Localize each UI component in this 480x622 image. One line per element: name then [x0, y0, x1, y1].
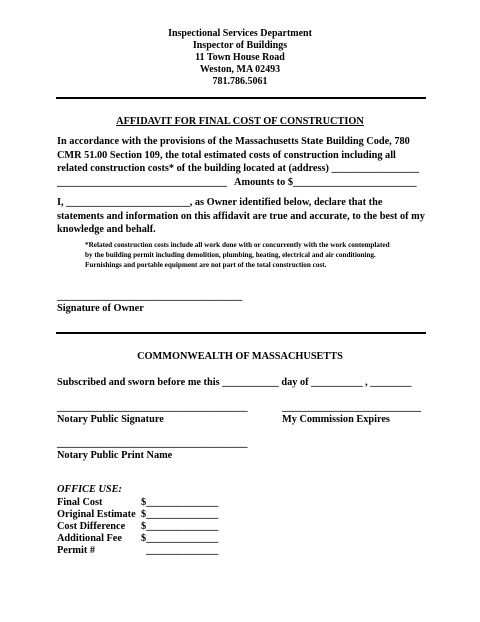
owner-name-line: I, ________________________, as Owner identified below, declare that the — [57, 197, 383, 208]
footnote-line: *Related construction costs include all work done with or concurrently with the work contemplated — [85, 241, 390, 249]
amount-line: _________________________________ Amounts to $________________________ — [57, 176, 417, 188]
city-state-zip: Weston, MA 02493 — [199, 64, 281, 75]
cost-statement-line: In accordance with the provisions of the Massachusetts State Building Code, 780 — [57, 136, 410, 147]
office-use-label: Original Estimate — [57, 509, 136, 520]
owner-signature-field[interactable]: ____________________________________ — [57, 291, 243, 302]
declaration-line: knowledge and behalf. — [57, 224, 156, 235]
affidavit-title: AFFIDAVIT FOR FINAL COST OF CONSTRUCTION — [116, 116, 364, 127]
section-divider — [56, 332, 426, 334]
notary-print-name-label: Notary Public Print Name — [57, 450, 173, 461]
notary-signature-field[interactable]: _____________________________________ — [57, 402, 248, 413]
cost-statement-line: CMR 51.00 Section 109, the total estimated costs of construction including all — [57, 149, 396, 161]
sworn-date-line[interactable]: Subscribed and sworn before me this ___________ day of __________ , ________ — [57, 377, 412, 388]
phone-number: 781.786.5061 — [212, 76, 268, 87]
notary-print-name-field[interactable]: _____________________________________ — [57, 438, 248, 449]
footnote-line: by the building permit including demolition, plumbing, heating, electrical and air conditioning. — [85, 251, 376, 259]
office-use-label: Permit # — [57, 545, 96, 556]
office-use-label: Final Cost — [57, 497, 103, 508]
declaration-line: statements and information on this affidavit are true and accurate, to the best of my — [57, 210, 425, 222]
address-line: related construction costs* of the building located at (address) _________________ — [57, 163, 420, 174]
office-use-field[interactable]: $______________ — [141, 533, 219, 544]
office-use-field[interactable]: $______________ — [141, 521, 219, 532]
office-use-label: Cost Difference — [57, 521, 126, 532]
commonwealth-heading: COMMONWEALTH OF MASSACHUSETTS — [137, 351, 343, 362]
office-title: Inspector of Buildings — [192, 40, 288, 51]
commission-expires-field[interactable]: ___________________________ — [282, 402, 422, 413]
department-name: Inspectional Services Department — [168, 28, 312, 39]
office-use-label: Additional Fee — [57, 533, 122, 544]
commission-expires-label: My Commission Expires — [282, 414, 390, 425]
street-address: 11 Town House Road — [195, 52, 285, 63]
owner-signature-label: Signature of Owner — [57, 303, 144, 314]
footnote-line: Furnishings and portable equipment are not part of the total construction cost. — [85, 261, 327, 269]
office-use-heading: OFFICE USE: — [57, 484, 122, 495]
notary-signature-label: Notary Public Signature — [57, 414, 164, 425]
office-use-field[interactable]: $______________ — [141, 509, 219, 520]
office-use-field[interactable]: ______________ — [141, 545, 219, 556]
office-use-field[interactable]: $______________ — [141, 497, 219, 508]
header-divider — [56, 97, 426, 99]
